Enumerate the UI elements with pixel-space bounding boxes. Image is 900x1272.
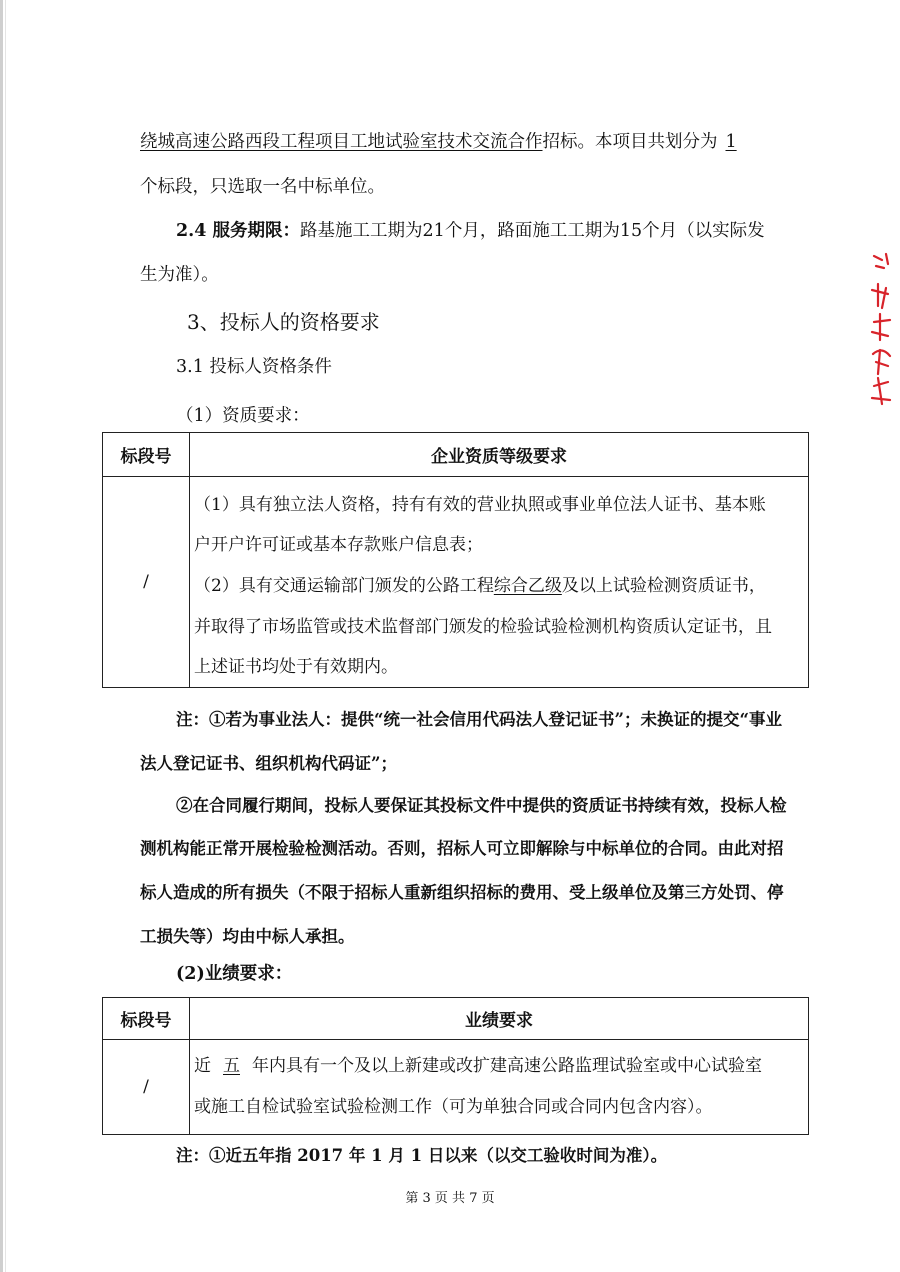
- service-period-line-2: 生为准）。: [140, 265, 219, 285]
- qual-row-requirement: [190, 477, 809, 688]
- note-2-line-1: ②在合同履行期间，投标人要保证其投标文件中提供的资质证书持续有效，投标人检: [176, 796, 787, 815]
- scan-edge: [0, 0, 3, 1272]
- years-count: 五: [223, 1056, 240, 1076]
- qual-line-1: （1）具有独立法人资格，持有有效的营业执照或事业单位法人证书、基本账: [194, 495, 766, 515]
- intro-line-1: 绕城高速公路西段工程项目工地试验室技术交流合作招标。本项目共划分为 1: [140, 130, 745, 154]
- scan-edge-inner: [5, 0, 6, 1272]
- performance-table: [102, 997, 809, 1135]
- perf-row-section: /: [103, 1040, 190, 1135]
- qual-row-section: /: [103, 477, 190, 688]
- page-number: 第 3 页 共 7 页: [405, 1191, 495, 1206]
- note-1-line-1: 注：①若为事业法人：提供“统一社会信用代码法人登记证书”；未换证的提交“事业: [176, 710, 782, 729]
- qual-header-section: 标段号: [103, 433, 190, 477]
- qual-line-4: 并取得了市场监管或技术监督部门颁发的检验试验检测机构资质认定证书，且: [194, 617, 772, 637]
- performance-heading: (2)业绩要求：: [176, 964, 293, 984]
- service-period-line-1: 2.4 服务期限：路基施工工期为21个月，路面施工工期为15个月（以实际发: [176, 221, 765, 241]
- qual-header-requirement: 企业资质等级要求: [190, 433, 809, 477]
- intro-line-2: 个标段，只选取一名中标单位。: [140, 177, 385, 197]
- qual-line-2: 户开户许可证或基本存款账户信息表；: [194, 535, 483, 555]
- perf-row-requirement: [190, 1040, 809, 1135]
- subsection-heading: 3.1 投标人资格条件: [176, 357, 332, 377]
- qualification-heading: （1）资质要求：: [176, 406, 310, 426]
- note-2-line-3: 标人造成的所有损失（不限于招标人重新组织招标的费用、受上级单位及第三方处罚、停: [140, 883, 784, 902]
- qual-line-5: 上述证书均处于有效期内。: [194, 657, 398, 677]
- perf-line-2: 或施工自检试验室试验检测工作（可为单独合同或合同内包含内容）。: [194, 1097, 713, 1117]
- note-3: 注：①近五年指 2017 年 1 月 1 日以来（以交工验收时间为准）。: [176, 1146, 668, 1165]
- project-name: 绕城高速公路西段工程项目工地试验室技术交流合作: [140, 132, 543, 152]
- qualification-table: [102, 432, 809, 688]
- perf-header-section: 标段号: [103, 998, 190, 1040]
- section-count: 1: [725, 132, 737, 152]
- perf-line-1: 近 五 年内具有一个及以上新建或改扩建高速公路监理试验室或中心试验室: [194, 1056, 762, 1076]
- perf-header-requirement: 业绩要求: [190, 998, 809, 1040]
- grade-requirement: 综合乙级: [493, 576, 562, 596]
- qual-line-3: （2）具有交通运输部门颁发的公路工程综合乙级及以上试验检测资质证书，: [194, 576, 766, 596]
- seal-stamp-fragment: [868, 250, 894, 410]
- note-2-line-4: 工损失等）均由中标人承担。: [140, 927, 355, 946]
- service-period-label: 2.4 服务期限：: [176, 221, 301, 241]
- note-1-line-2: 法人登记证书、组织机构代码证”；: [140, 754, 397, 773]
- section-heading: 3、投标人的资格要求: [187, 310, 380, 334]
- note-2-line-2: 测机构能正常开展检验检测活动。否则，招标人可立即解除与中标单位的合同。由此对招: [140, 839, 784, 858]
